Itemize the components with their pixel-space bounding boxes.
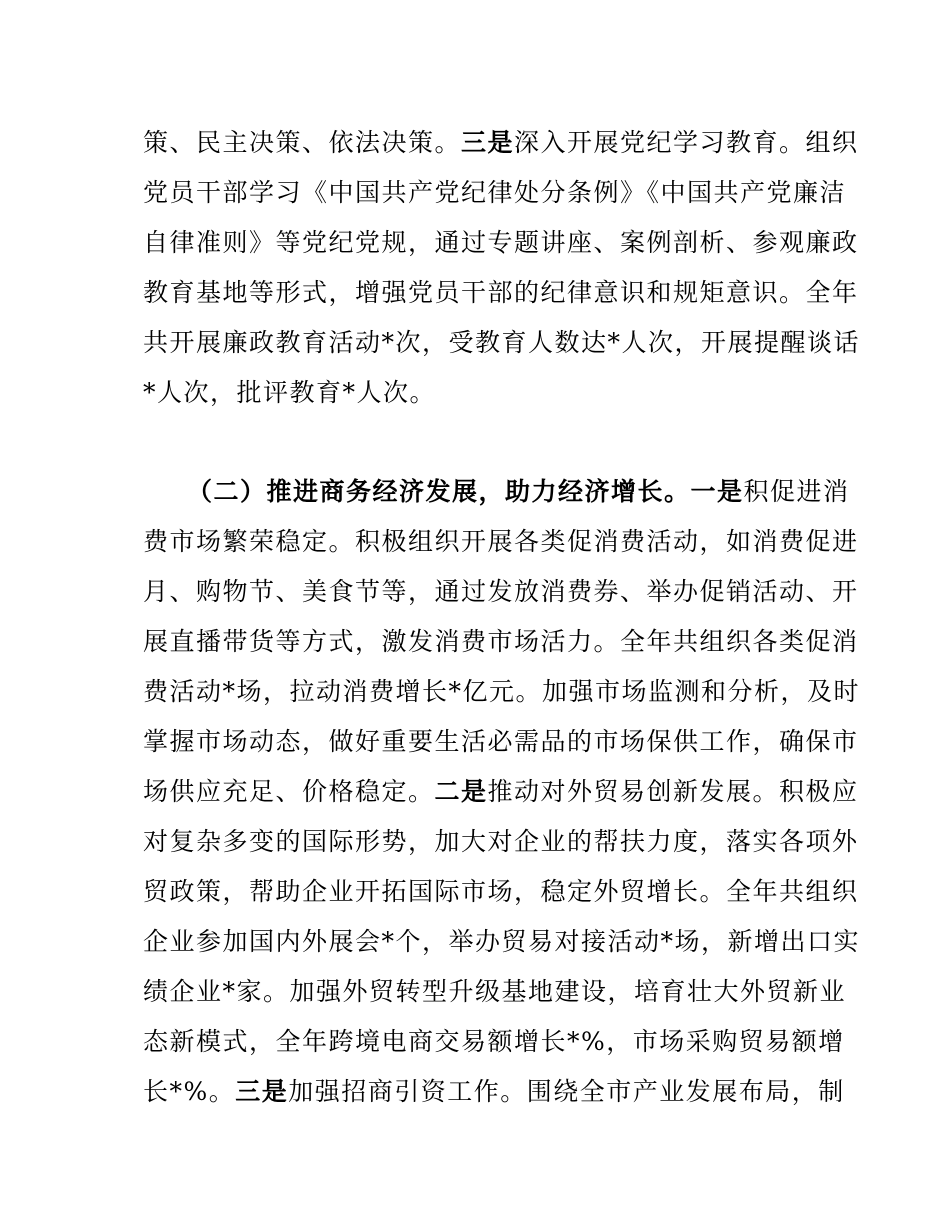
paragraph-commerce-economy — [143, 467, 861, 1117]
text-line — [143, 1067, 845, 1117]
text-line — [143, 767, 859, 817]
text-line: *人次，批评教育*人次。 — [143, 378, 437, 407]
text-run: 推动对外贸易创新发展。积极应 — [487, 777, 859, 806]
text-line: 月、购物节、美食节等，通过发放消费券、举办促销活动、开 — [143, 577, 859, 606]
text-line: 费市场繁荣稳定。积极组织开展各类促消费活动，如消费促进 — [143, 527, 859, 556]
text-line: 企业参加国内外展会*个，举办贸易对接活动*场，新增出口实 — [143, 927, 861, 956]
text-line: 绩企业*家。加强外贸转型升级基地建设，培育壮大外贸新业 — [143, 977, 847, 1006]
text-line: 展直播带货等方式，激发消费市场活力。全年共组织各类促消 — [143, 627, 859, 656]
text-line: 掌握市场动态，做好重要生活必需品的市场保供工作，确保市 — [143, 727, 859, 756]
paragraph-gap — [143, 418, 807, 467]
bold-keyword: 三是 — [235, 1077, 289, 1106]
document-page — [143, 118, 861, 1117]
section-heading: （二）推进商务经济发展，助力经济增长。 — [187, 477, 691, 506]
text-line: 党员干部学习《中国共产党纪律处分条例》《中国共产党廉洁 — [143, 178, 847, 207]
text-line: 教育基地等形式，增强党员干部的纪律意识和规矩意识。全年 — [143, 278, 859, 307]
bold-keyword: 二是 — [434, 777, 488, 806]
text-run: 策、民主决策、依法决策。 — [143, 128, 462, 157]
text-line: 贸政策，帮助企业开拓国际市场，稳定外贸增长。全年共组织 — [143, 877, 859, 906]
text-line — [143, 118, 859, 168]
text-line: 自律准则》等党纪党规，通过专题讲座、案例剖析、参观廉政 — [143, 228, 859, 257]
text-run: 加强招商引资工作。围绕全市产业发展布局，制 — [288, 1077, 845, 1106]
text-run: 积促进消 — [743, 477, 850, 506]
text-line: 对复杂多变的国际形势，加大对企业的帮扶力度，落实各项外 — [143, 827, 859, 856]
bold-keyword: 三是 — [461, 128, 515, 157]
text-line: 态新模式，全年跨境电商交易额增长*%，市场采购贸易额增 — [143, 1027, 845, 1056]
paragraph-party-discipline — [143, 118, 861, 418]
text-line: 费活动*场，拉动消费增长*亿元。加强市场监测和分析，及时 — [143, 677, 861, 706]
text-line: 共开展廉政教育活动*次，受教育人数达*人次，开展提醒谈话 — [143, 328, 861, 357]
text-run: 长*%。 — [143, 1077, 236, 1106]
bold-keyword: 一是 — [690, 477, 744, 506]
text-run: 场供应充足、价格稳定。 — [143, 777, 435, 806]
section-heading-line — [143, 467, 850, 517]
text-run: 深入开展党纪学习教育。组织 — [514, 128, 859, 157]
